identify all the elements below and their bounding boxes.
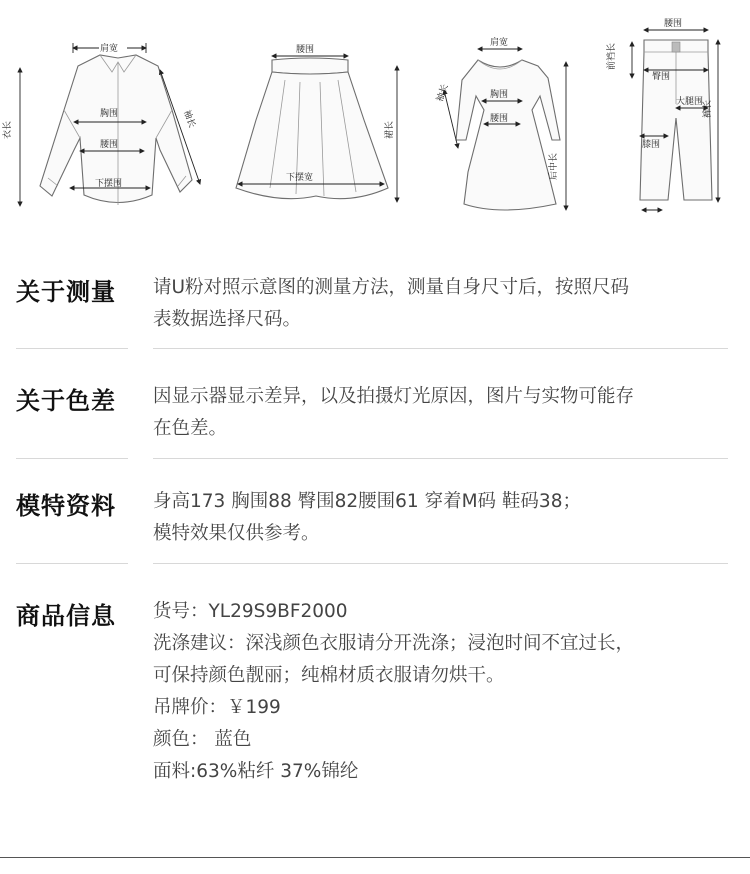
pants-front-rise-label: 前裆长 xyxy=(607,42,617,70)
dress-sleeve-label: 袖长 xyxy=(435,82,451,104)
pants-knee-label: 膝围 xyxy=(642,140,661,150)
shirt-chest-label: 胸围 xyxy=(100,109,119,119)
product-info-heading: 商品信息 xyxy=(16,602,116,630)
shirt-diagram xyxy=(1,42,200,206)
divider xyxy=(16,563,128,564)
skirt-waist-label: 腰围 xyxy=(296,45,315,55)
dress-diagram xyxy=(433,36,566,210)
pants-thigh-label: 大腿围 xyxy=(676,97,704,107)
measurement-text: 请U粉对照示意图的测量方法，测量自身尺寸后，按照尺码 表数据选择尺码。 xyxy=(153,277,630,330)
skirt-hem-label: 下摆宽 xyxy=(286,173,314,183)
washing-advice: 洗涤建议：深浅颜色衣服请分开洗涤；浸泡时间不宜过长， xyxy=(153,633,635,654)
fabric-composition: 面料:63%粘纤 37%锦纶 xyxy=(153,761,359,782)
pants-waist-label: 腰围 xyxy=(664,19,683,29)
product-color: 颜色： 蓝色 xyxy=(153,729,252,750)
bottom-divider xyxy=(0,857,750,858)
divider xyxy=(16,458,128,459)
model-info-heading: 模特资料 xyxy=(16,492,116,520)
skirt-length-label: 裙长 xyxy=(385,120,395,139)
color-difference-section xyxy=(16,381,728,451)
shirt-hem-label: 下摆围 xyxy=(95,179,123,189)
shirt-shoulder-label: 肩宽 xyxy=(100,44,119,54)
divider xyxy=(16,348,128,349)
measurement-heading: 关于测量 xyxy=(16,278,116,306)
model-info-section xyxy=(16,486,728,556)
divider xyxy=(153,348,728,349)
skirt-diagram xyxy=(236,44,397,202)
measurement-diagrams xyxy=(0,0,750,230)
divider xyxy=(153,563,728,564)
tag-price: 吊牌价：￥199 xyxy=(153,697,281,718)
model-info-text: 身高173 胸围88 臀围82腰围61 穿着M码 鞋码38； 模特效果仅供参考。 xyxy=(153,491,581,544)
dress-shoulder-label: 肩宽 xyxy=(490,38,509,48)
dress-chest-label: 胸围 xyxy=(490,90,509,100)
shirt-length-label: 衣长 xyxy=(3,120,13,139)
washing-advice-cont: 可保持颜色靓丽；纯棉材质衣服请勿烘干。 xyxy=(153,665,505,686)
color-difference-text: 因显示器显示差异，以及拍摄灯光原因，图片与实物可能存 在色差。 xyxy=(153,386,635,439)
divider xyxy=(153,458,728,459)
measurement-section xyxy=(16,272,728,342)
pants-hip-label: 臀围 xyxy=(652,72,671,82)
pants-diagram xyxy=(605,18,718,210)
pants-length-label: 裤长 xyxy=(703,99,713,118)
dress-back-length-label: 后中长 xyxy=(549,152,559,180)
shirt-waist-label: 腰围 xyxy=(100,140,119,150)
product-sku: 货号：YL29S9BF2000 xyxy=(153,601,348,622)
color-difference-heading: 关于色差 xyxy=(16,387,116,415)
shirt-sleeve-label: 袖长 xyxy=(181,108,197,130)
dress-waist-label: 腰围 xyxy=(490,114,509,124)
product-info-text xyxy=(153,596,733,788)
product-info-section xyxy=(16,596,728,796)
